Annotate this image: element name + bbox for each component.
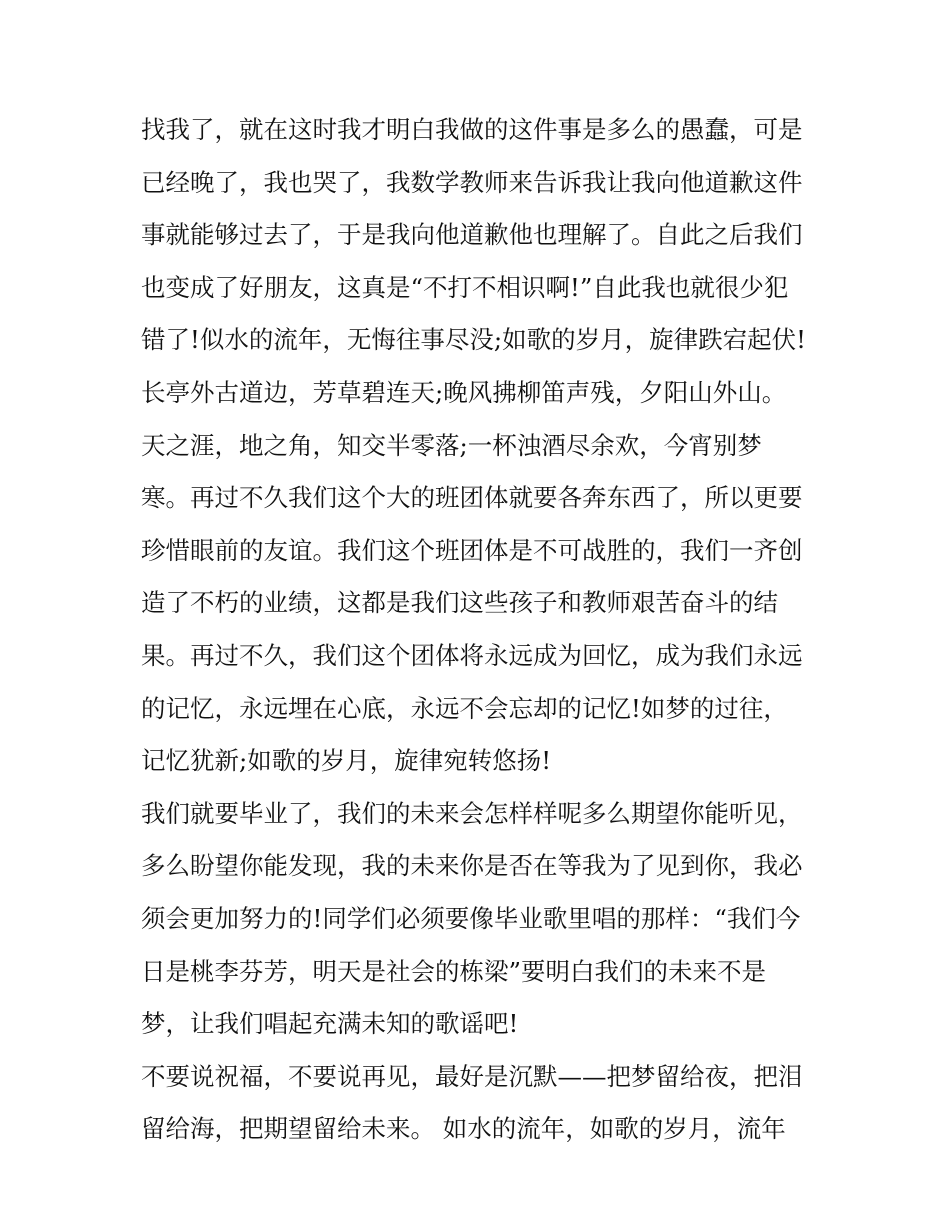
- text-line: 多么盼望你能发现，我的未来你是否在等我为了见到你，我必: [141, 851, 803, 881]
- text-line: 不要说祝福，不要说再见，最好是沉默——把梦留给夜，把泪: [141, 1061, 803, 1091]
- text-line: 错了!似水的流年，无悔往事尽没;如歌的岁月，旋律跌宕起伏!: [141, 325, 806, 355]
- text-line: 事就能够过去了，于是我向他道歉他也理解了。自此之后我们: [141, 220, 803, 250]
- text-line: 寒。再过不久我们这个大的班团体就要各奔东西了，所以更要: [141, 483, 803, 513]
- text-line: 的记忆，永远埋在心底，永远不会忘却的记忆!如梦的过往，: [141, 693, 788, 723]
- text-line: 长亭外古道边，芳草碧连天;晚风拂柳笛声残，夕阳山外山。: [141, 377, 787, 407]
- text-line: 也变成了好朋友，这真是“不打不相识啊!”自此我也就很少犯: [141, 272, 789, 302]
- text-line: 我们就要毕业了，我们的未来会怎样样呢多么期望你能听见，: [141, 798, 803, 828]
- text-line: 果。再过不久，我们这个团体将永远成为回忆，成为我们永远: [141, 640, 803, 670]
- body-text: [141, 110, 831, 1162]
- text-line: 梦，让我们唱起充满未知的歌谣吧!: [141, 1009, 519, 1039]
- text-line: 已经晚了，我也哭了，我数学教师来告诉我让我向他道歉这件: [141, 167, 803, 197]
- text-line: 记忆犹新;如歌的岁月，旋律宛转悠扬!: [141, 746, 552, 776]
- text-line: 留给海，把期望留给未来。 如水的流年，如歌的岁月，流年: [141, 1114, 786, 1144]
- text-line: 须会更加努力的!同学们必须要像毕业歌里唱的那样：“我们今: [141, 903, 801, 933]
- text-line: 天之涯，地之角，知交半零落;一杯浊酒尽余欢，今宵别梦: [141, 430, 762, 460]
- text-line: 造了不朽的业绩，这都是我们这些孩子和教师艰苦奋斗的结: [141, 588, 778, 618]
- text-line: 珍惜眼前的友谊。我们这个班团体是不可战胜的，我们一齐创: [141, 535, 803, 565]
- text-line: 找我了，就在这时我才明白我做的这件事是多么的愚蠢，可是: [141, 115, 803, 144]
- text-line: 日是桃李芬芳，明天是社会的栋梁”要明白我们的未来不是: [141, 956, 767, 986]
